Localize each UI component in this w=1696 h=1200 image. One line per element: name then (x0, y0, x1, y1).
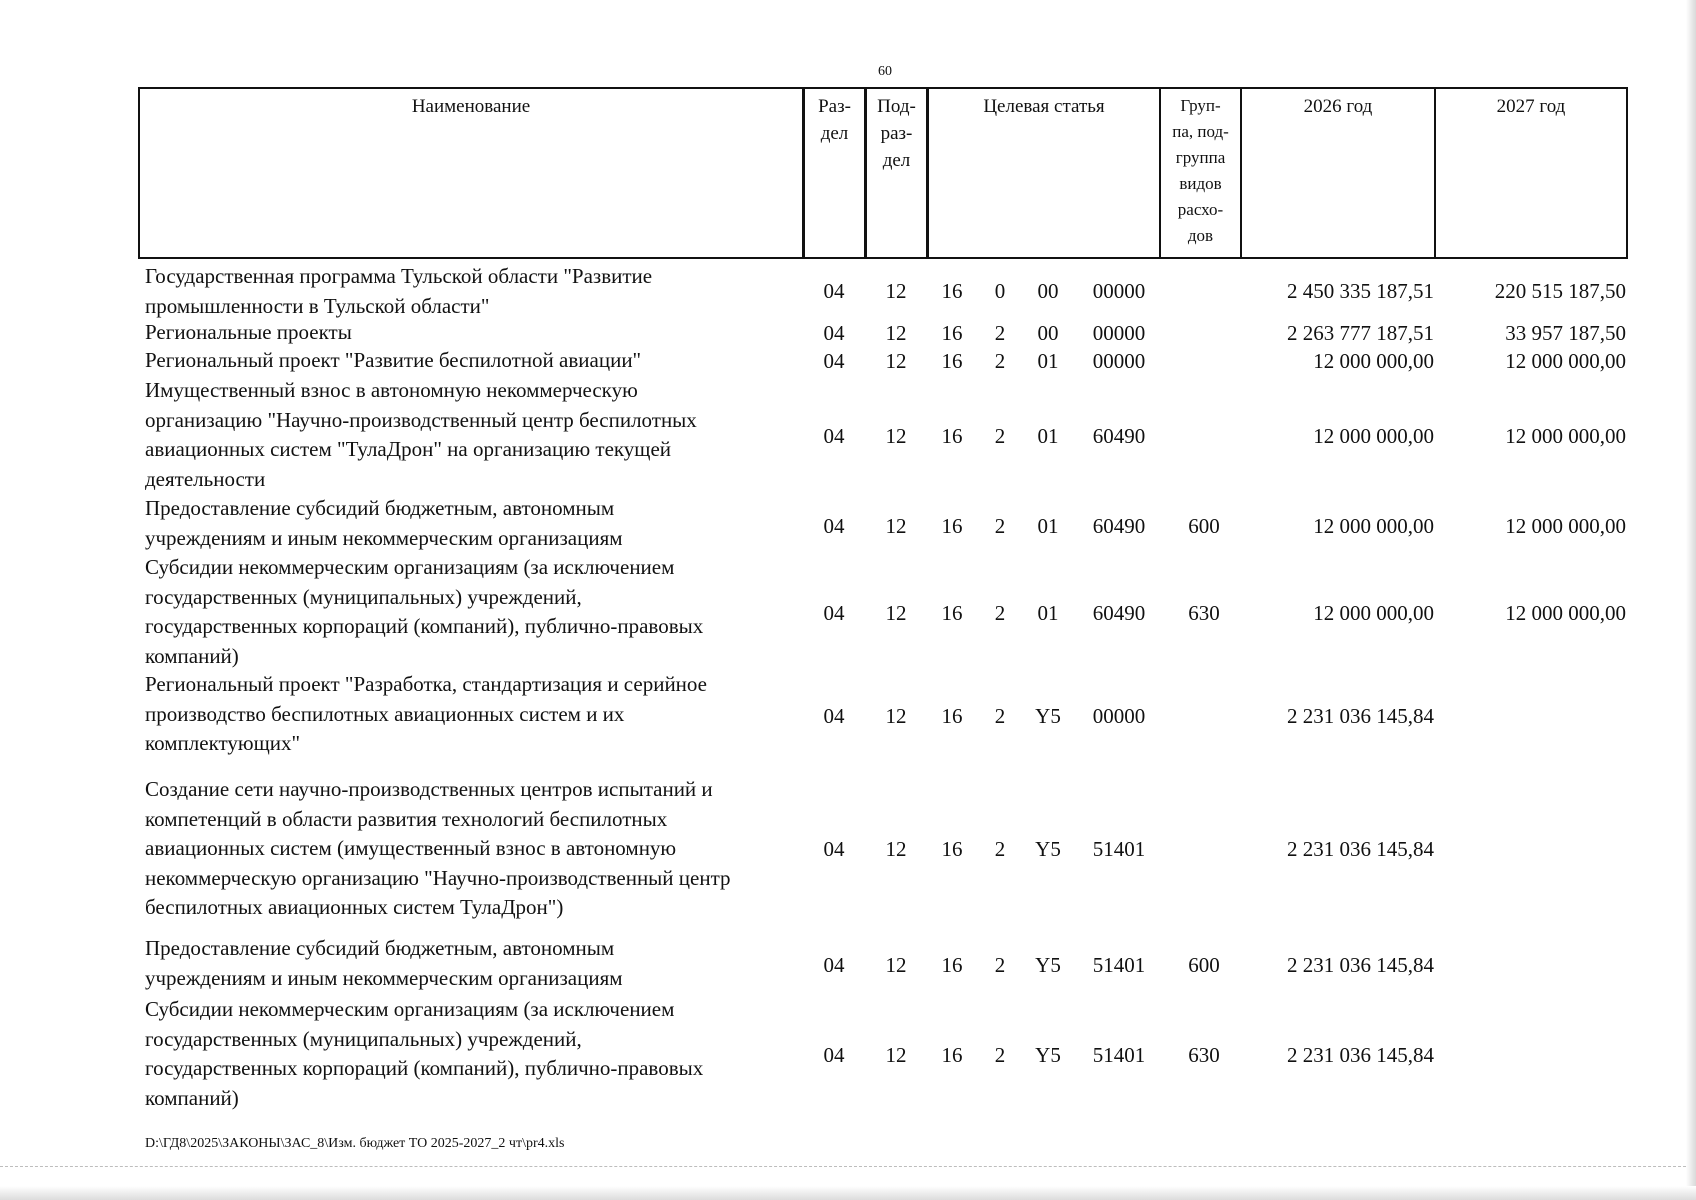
header-group-line: дов (1187, 226, 1214, 245)
cell-t4: 51401 (1092, 953, 1146, 977)
cell-pr: 12 (885, 837, 907, 861)
row-name (145, 318, 805, 348)
row-name (145, 995, 805, 1113)
cell-t4: 60490 (1092, 424, 1146, 448)
cell-pr: 12 (885, 601, 907, 625)
cell-y1: 12 000 000,00 (1313, 601, 1434, 625)
cell-vr: 630 (1188, 601, 1220, 625)
cell-vr: 600 (1188, 514, 1220, 538)
row-name-line: Региональный проект "Развитие беспилотной авиации" (145, 348, 642, 372)
cell-t2: 2 (994, 837, 1006, 861)
header-group-line: группа (1175, 148, 1226, 167)
row-name-line: деятельности (145, 466, 266, 491)
cell-y1: 12 000 000,00 (1313, 424, 1434, 448)
row-name-line: Субсидии некоммерческим организациям (за исключением (145, 555, 675, 579)
cell-y2: 220 515 187,50 (1494, 279, 1626, 303)
cell-t4: 60490 (1092, 601, 1146, 625)
cell-t1: 16 (941, 704, 963, 728)
cell-t1: 16 (941, 601, 963, 625)
cell-t4: 00000 (1092, 349, 1146, 373)
row-name-line: Региональные проекты (145, 320, 352, 344)
cell-vr: 630 (1188, 1043, 1220, 1067)
cell-vr: 600 (1188, 953, 1220, 977)
cell-t4: 00000 (1092, 704, 1146, 728)
cell-t1: 16 (941, 1043, 963, 1067)
row-name-line: государственных корпораций (компаний), публично-правовых (145, 1056, 704, 1080)
cell-t1: 16 (941, 424, 963, 448)
row-name-line: производство беспилотных авиационных систем и их (145, 701, 625, 726)
row-name-line: учреждениям и иным некоммерческим организациям (145, 525, 623, 550)
row-name-line: государственных (муниципальных) учреждений, (145, 1026, 582, 1051)
cell-t2: 0 (994, 279, 1006, 303)
cell-t2: 2 (994, 424, 1006, 448)
header-year-2026: 2026 год (1240, 89, 1434, 257)
row-name-line: компетенций в области развития технологий беспилотных (145, 806, 668, 831)
cell-y2: 12 000 000,00 (1505, 424, 1626, 448)
cell-pr: 12 (885, 349, 907, 373)
cell-t3: 00 (1037, 279, 1059, 303)
cell-t3: 01 (1037, 424, 1059, 448)
cell-rz: 04 (823, 514, 845, 538)
cell-y1: 12 000 000,00 (1313, 349, 1434, 373)
cell-t3: 01 (1037, 349, 1059, 373)
row-name-line: Государственная программа Тульской области "Развитие (145, 264, 653, 288)
cell-rz: 04 (823, 601, 845, 625)
row-name (145, 494, 805, 553)
row-name-line: Субсидии некоммерческим организациям (за исключением (145, 997, 675, 1021)
file-path-footer: D:\ГД8\2025\ЗАКОНЫ\ЗАС_8\Изм. бюджет ТО 2025-2027_2 чт\pr4.xls (145, 1136, 565, 1151)
row-name-line: государственных корпораций (компаний), публично-правовых (145, 614, 704, 638)
cell-t2: 2 (994, 601, 1006, 625)
cell-t2: 2 (994, 514, 1006, 538)
cell-y2: 12 000 000,00 (1505, 349, 1626, 373)
row-name (145, 670, 805, 759)
header-group-line: па, под- (1172, 122, 1229, 141)
cell-t1: 16 (941, 279, 963, 303)
cell-t1: 16 (941, 953, 963, 977)
header-group-line: Груп- (1180, 96, 1221, 115)
cell-rz: 04 (823, 704, 845, 728)
cell-t4: 00000 (1092, 321, 1146, 345)
row-name (145, 346, 805, 376)
cell-t3: Y5 (1035, 704, 1061, 728)
cell-rz: 04 (823, 424, 845, 448)
cell-t4: 51401 (1092, 837, 1146, 861)
cell-y1: 2 231 036 145,84 (1287, 837, 1434, 861)
row-name-line: компаний) (145, 643, 239, 668)
cell-t4: 51401 (1092, 1043, 1146, 1067)
cell-y1: 2 263 777 187,51 (1287, 321, 1434, 345)
header-target-article: Целевая статья (926, 89, 1159, 257)
cell-t3: Y5 (1035, 837, 1061, 861)
cell-t3: 00 (1037, 321, 1059, 345)
row-name (145, 262, 805, 321)
header-razdel (802, 89, 864, 257)
row-name-line: Предоставление субсидий бюджетным, автономным (145, 936, 615, 960)
cell-t2: 2 (994, 1043, 1006, 1067)
cell-t3: 01 (1037, 601, 1059, 625)
page-number: 60 (878, 64, 892, 79)
cell-pr: 12 (885, 953, 907, 977)
cell-rz: 04 (823, 1043, 845, 1067)
cell-pr: 12 (885, 1043, 907, 1067)
header-group-line: видов (1179, 174, 1222, 193)
row-name-line: государственных (муниципальных) учреждений, (145, 584, 582, 609)
table-header (138, 87, 1628, 259)
scan-shadow-bottom (0, 1186, 1696, 1200)
row-name-line: организацию "Научно-производственный центр беспилотных (145, 407, 697, 432)
scan-shadow-right (1686, 0, 1696, 1200)
header-group-line: расхо- (1177, 200, 1224, 219)
cell-t2: 2 (994, 321, 1006, 345)
row-name (145, 376, 805, 494)
header-razdel-line: Раз- (818, 96, 851, 117)
row-name (145, 934, 805, 993)
header-expense-group (1159, 89, 1240, 257)
cell-t3: Y5 (1035, 953, 1061, 977)
row-name-line: учреждениям и иным некоммерческим организациям (145, 965, 623, 990)
cell-y1: 2 231 036 145,84 (1287, 704, 1434, 728)
cell-t3: Y5 (1035, 1043, 1061, 1067)
cell-t4: 60490 (1092, 514, 1146, 538)
header-podrazdel (864, 89, 926, 257)
cell-pr: 12 (885, 514, 907, 538)
cell-y2: 12 000 000,00 (1505, 601, 1626, 625)
row-name-line: Региональный проект "Разработка, стандартизация и серийное (145, 672, 707, 696)
cell-t1: 16 (941, 321, 963, 345)
row-name-line: авиационных систем "ТулаДрон" на организацию текущей (145, 437, 672, 461)
cell-y1: 12 000 000,00 (1313, 514, 1434, 538)
cell-rz: 04 (823, 279, 845, 303)
cell-rz: 04 (823, 349, 845, 373)
row-name (145, 775, 805, 923)
header-podrazdel-line: Под- (877, 96, 916, 117)
cell-t1: 16 (941, 349, 963, 373)
row-name-line: Предоставление субсидий бюджетным, автономным (145, 496, 615, 520)
cell-y2: 33 957 187,50 (1505, 321, 1626, 345)
cell-y1: 2 231 036 145,84 (1287, 1043, 1434, 1067)
header-name: Наименование (411, 96, 531, 117)
cell-rz: 04 (823, 953, 845, 977)
row-name-line: компаний) (145, 1085, 239, 1110)
cell-pr: 12 (885, 321, 907, 345)
row-name (145, 553, 805, 671)
scan-edge-line (0, 1166, 1696, 1167)
cell-y2: 12 000 000,00 (1505, 514, 1626, 538)
row-name-line: комплектующих" (145, 731, 301, 755)
row-name-line: некоммерческую организацию "Научно-производственный центр (145, 865, 731, 890)
cell-t2: 2 (994, 953, 1006, 977)
cell-pr: 12 (885, 424, 907, 448)
cell-t2: 2 (994, 704, 1006, 728)
row-name-line: промышленности в Тульской области" (145, 293, 490, 318)
row-name-line: Имущественный взнос в автономную некоммерческую (145, 378, 638, 402)
header-podrazdel-line: раз- (880, 123, 913, 144)
cell-pr: 12 (885, 279, 907, 303)
header-razdel-line: дел (820, 123, 849, 144)
cell-t1: 16 (941, 514, 963, 538)
cell-t3: 01 (1037, 514, 1059, 538)
cell-t2: 2 (994, 349, 1006, 373)
cell-y1: 2 450 335 187,51 (1287, 279, 1434, 303)
cell-rz: 04 (823, 321, 845, 345)
cell-rz: 04 (823, 837, 845, 861)
row-name-line: Создание сети научно-производственных центров испытаний и (145, 777, 713, 801)
row-name-line: беспилотных авиационных систем ТулаДрон") (145, 895, 564, 919)
header-podrazdel-line: дел (882, 150, 911, 171)
cell-pr: 12 (885, 704, 907, 728)
header-year-2027: 2027 год (1434, 89, 1626, 257)
cell-t4: 00000 (1092, 279, 1146, 303)
cell-t1: 16 (941, 837, 963, 861)
cell-y1: 2 231 036 145,84 (1287, 953, 1434, 977)
row-name-line: авиационных систем (имущественный взнос в автономную (145, 836, 677, 860)
